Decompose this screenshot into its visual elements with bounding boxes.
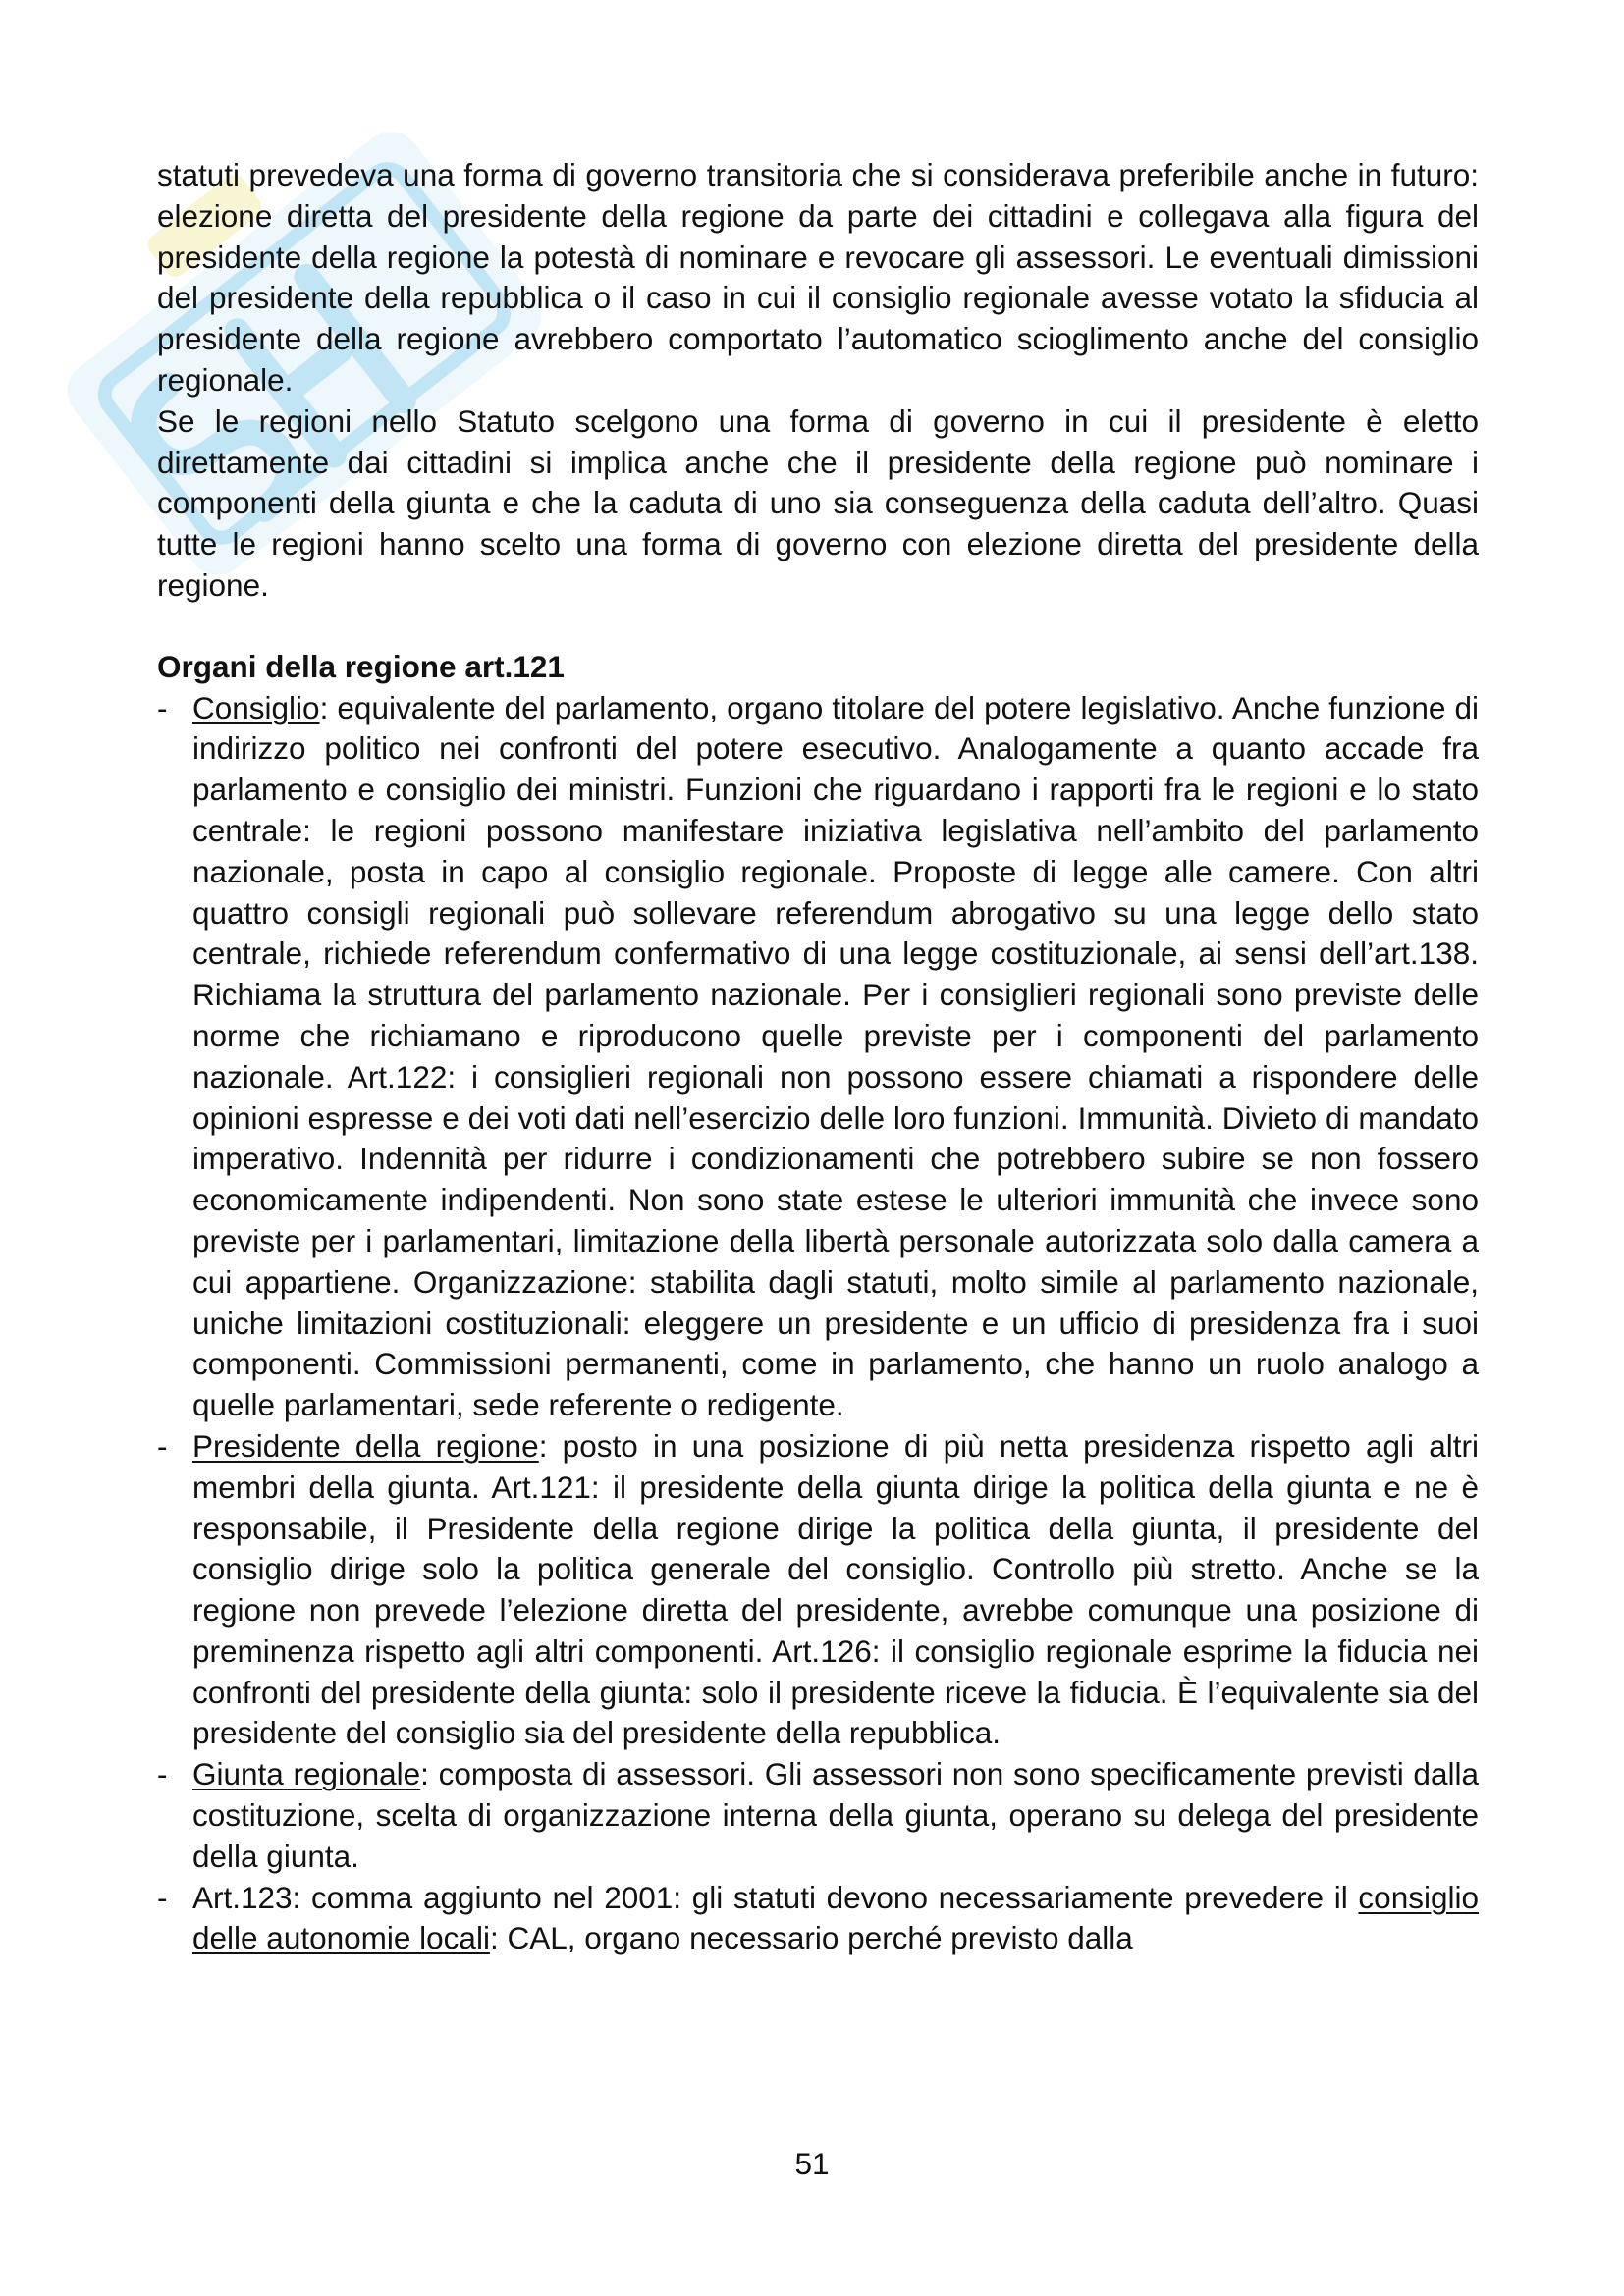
organs-list [157, 688, 1479, 1960]
bullet-dash: - [157, 1756, 168, 1792]
document-body [157, 155, 1479, 1959]
list-item [157, 1754, 1479, 1877]
item-term: consiglio delle autonomie locali [192, 1879, 1479, 1956]
list-item [157, 1426, 1479, 1754]
item-term: Giunta regionale [192, 1756, 421, 1792]
bullet-dash: - [157, 689, 168, 725]
page-number: 51 [794, 2146, 830, 2181]
list-item [157, 688, 1479, 1426]
item-term: Presidente della regione [192, 1427, 539, 1464]
item-prefix: Art.123: comma aggiunto nel 2001: gli statuti devono necessariamente prevedere il [192, 1879, 1359, 1915]
paragraph: statuti prevedeva una forma di governo transitoria che si considerava preferibile anche in futuro: elezione diretta del presidente della regione da parte dei cittadini e collegava alla figura del presidente della regione la potestà di nominare e revocare gli assessori. Le eventuali dimissioni del presidente della repubblica o il caso in cui il consiglio regionale avesse votato la sfiducia al presidente della regione avrebbero comportato l’automatico scioglimento anche del consiglio regionale. [157, 157, 1479, 398]
section-heading: Organi della regione art.121 [157, 648, 565, 684]
bullet-dash: - [157, 1427, 168, 1464]
bullet-dash: - [157, 1879, 168, 1915]
item-text: : posto in una posizione di più netta presidenza rispetto agli altri membri della giunta. Art.121: il presidente della giunta dirige la politica della giunta e ne è responsabile, il Presidente della regione dirige la politica della giunta, il presidente del consiglio dirige solo la politica generale del consiglio. Controllo più stretto. Anche se la regione non prevede l’elezione diretta del presidente, avrebbe comunque una posizione di preminenza rispetto agli altri componenti. Art.126: il consiglio regionale esprime la fiducia nei confronti del presidente della giunta: solo il presidente riceve la fiducia. È l’equivalente sia del presidente del consiglio sia del presidente della repubblica. [192, 1427, 1480, 1751]
list-item [157, 1878, 1479, 1960]
item-text: : CAL, organo necessario perché previsto dalla [489, 1920, 1133, 1956]
paragraph: Se le regioni nello Statuto scelgono una forma di governo in cui il presidente è eletto direttamente dai cittadini si implica anche che il presidente della regione può nominare i componenti della giunta e che la caduta di uno sia conseguenza della caduta dell’altro. Quasi tutte le regioni hanno scelto una forma di governo con elezione diretta del presidente della regione. [157, 402, 1479, 603]
item-text: : composta di assessori. Gli assessori non sono specificamente previsti dalla costituzione, scelta di organizzazione interna della giunta, operano su delega del presidente della giunta. [192, 1756, 1479, 1874]
item-text: : equivalente del parlamento, organo titolare del potere legislativo. Anche funzione di indirizzo politico nei confronti del potere esecutivo. Analogamente a quanto accade fra parlamento e consiglio dei ministri. Funzioni che riguardano i rapporti fra le regioni e lo stato centrale: le regioni possono manifestare iniziativa legislativa nell’ambito del parlamento nazionale, posta in capo al consiglio regionale. Proposte di legge alle camere. Con altri quattro consigli regionali può sollevare referendum abrogativo su una legge dello stato centrale, richiede referendum confermativo di una legge costituzionale, ai sensi dell’art.138. Richiama la struttura del parlamento nazionale. Per i consiglieri regionali sono previste delle norme che richiamano e riproducono quelle previste per i componenti del parlamento nazionale. Art.122: i consiglieri regionali non possono essere chiamati a rispondere delle opinioni espresse e dei voti dati nell’esercizio delle loro funzioni. Immunità. Divieto di mandato imperativo. Indennità per ridurre i condizionamenti che potrebbero subire se non fossero economicamente indipendenti. Non sono state estese le ulteriori immunità che invece sono previste per i parlamentari, limitazione della libertà personale autorizzata solo dalla camera a cui appartiene. Organizzazione: stabilita dagli statuti, molto simile al parlamento nazionale, uniche limitazioni costituzionali: eleggere un presidente e un ufficio di presidenza fra i suoi componenti. Commissioni permanenti, come in parlamento, che hanno un ruolo analogo a quelle parlamentari, sede referente o redigente. [192, 689, 1479, 1423]
item-term: Consiglio [192, 689, 320, 725]
